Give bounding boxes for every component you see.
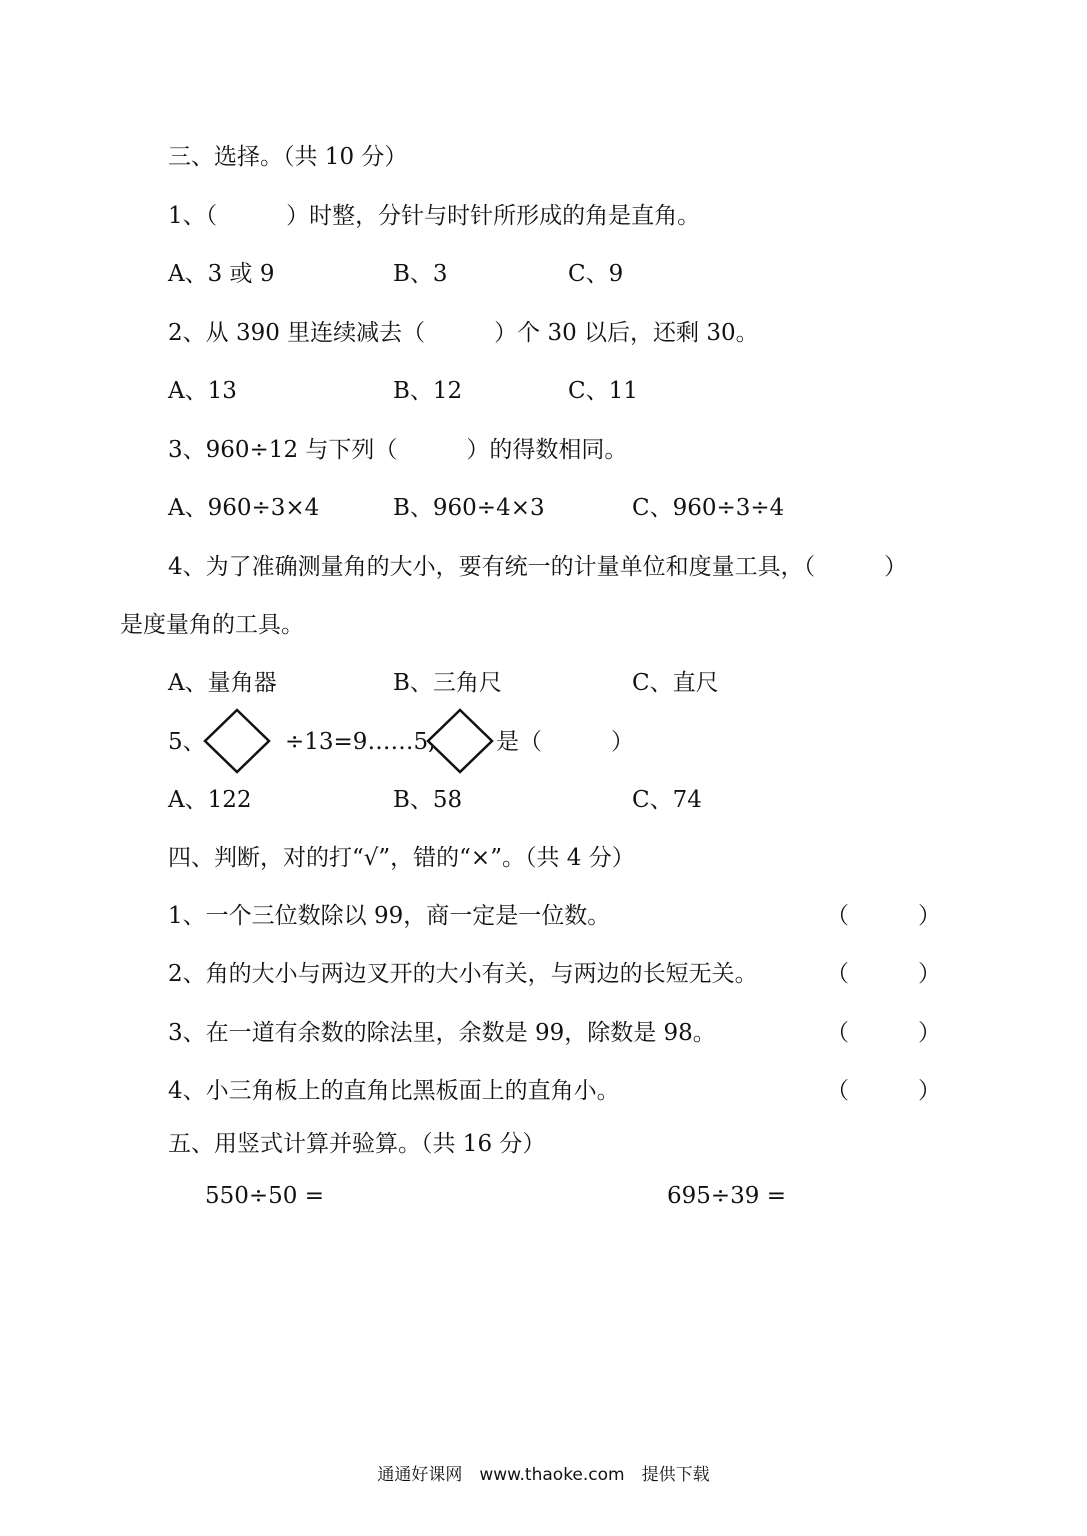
q5-option-c: C、74 xyxy=(632,787,702,813)
q5-middle: ÷13=9……5, xyxy=(285,729,436,755)
q1-option-a: A、3 或 9 xyxy=(168,261,275,287)
judge-blank-4: （ ） xyxy=(826,1078,941,1104)
q3-option-b: B、960÷4×3 xyxy=(393,495,545,521)
q2-option-b: B、12 xyxy=(393,378,463,404)
judge-item-1: 1、一个三位数除以 99，商一定是一位数。 xyxy=(168,903,611,929)
judge-blank-3: （ ） xyxy=(826,1020,941,1046)
q5-tail: 是（ ） xyxy=(496,729,634,755)
judge-item-4: 4、小三角板上的直角比黑板面上的直角小。 xyxy=(168,1078,620,1104)
judge-blank-2: （ ） xyxy=(826,961,941,987)
diamond-shape-1 xyxy=(202,707,272,775)
calc-problem-2: 695÷39 = xyxy=(667,1183,787,1209)
judge-blank-1: （ ） xyxy=(826,903,941,929)
q5-option-a: A、122 xyxy=(168,787,252,813)
page-footer: 通通好课网 www.thaoke.com 提供下载 xyxy=(377,1465,710,1485)
diamond-shape-2 xyxy=(425,707,495,775)
section3-heading: 三、选择。（共 10 分） xyxy=(168,144,408,170)
q4-option-a: A、量角器 xyxy=(168,670,277,696)
judge-item-2: 2、角的大小与两边叉开的大小有关，与两边的长短无关。 xyxy=(168,961,758,987)
section4-heading: 四、判断，对的打“√”，错的“×”。（共 4 分） xyxy=(168,845,635,871)
q3-stem: 3、960÷12 与下列（ ）的得数相同。 xyxy=(168,437,628,463)
q1-option-c: C、9 xyxy=(568,261,624,287)
q5-option-b: B、58 xyxy=(393,787,463,813)
q4-option-c: C、直尺 xyxy=(632,670,719,696)
q3-option-a: A、960÷3×4 xyxy=(168,495,320,521)
q4-stem-line2: 是度量角的工具。 xyxy=(120,612,304,638)
q2-option-c: C、11 xyxy=(568,378,638,404)
q3-option-c: C、960÷3÷4 xyxy=(632,495,785,521)
q5-number: 5、 xyxy=(168,729,206,755)
judge-item-3: 3、在一道有余数的除法里，余数是 99，除数是 98。 xyxy=(168,1020,716,1046)
q4-option-b: B、三角尺 xyxy=(393,670,502,696)
q4-stem-line1: 4、为了准确测量角的大小，要有统一的计量单位和度量工具，（ ） xyxy=(168,554,908,580)
q2-option-a: A、13 xyxy=(168,378,237,404)
q2-stem: 2、从 390 里连续减去（ ）个 30 以后，还剩 30。 xyxy=(168,320,759,346)
calc-problem-1: 550÷50 = xyxy=(205,1183,325,1209)
q1-stem: 1、（ ）时整，分针与时针所形成的角是直角。 xyxy=(168,203,701,229)
q1-option-b: B、3 xyxy=(393,261,448,287)
section5-heading: 五、用竖式计算并验算。（共 16 分） xyxy=(168,1131,546,1157)
